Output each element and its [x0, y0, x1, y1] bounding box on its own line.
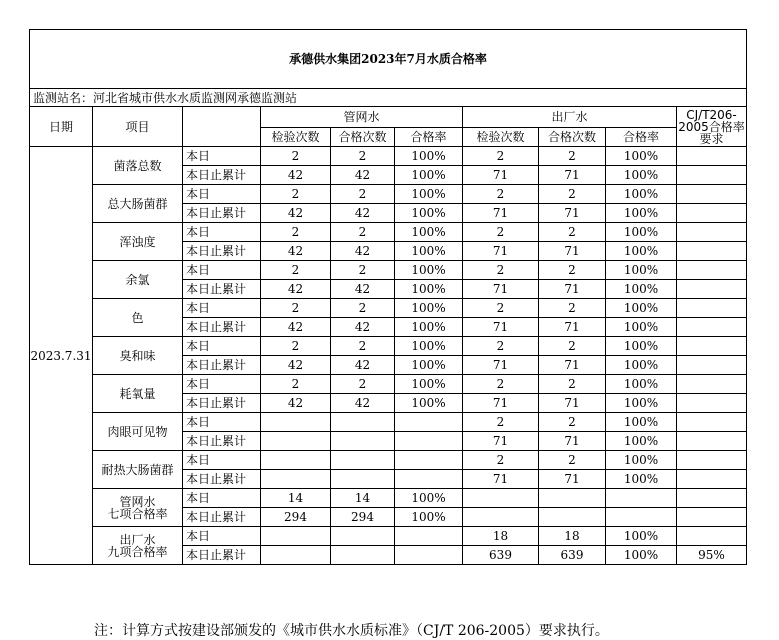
- item-cell: 浑浊度: [93, 223, 183, 261]
- pipe-rate-cell: [395, 432, 463, 451]
- item-cell: 耐热大肠菌群: [93, 451, 183, 489]
- pipe-rate-cell: 100%: [395, 489, 463, 508]
- plant-rate-cell: [606, 508, 677, 527]
- item-cell: 总大肠菌群: [93, 185, 183, 223]
- table-row: [30, 527, 747, 546]
- pipe-passes-cell: [331, 470, 395, 489]
- water-quality-table: [29, 29, 747, 565]
- plant-tests-cell: [463, 489, 539, 508]
- pipe-passes-cell: 2: [331, 375, 395, 394]
- pipe-passes-cell: 42: [331, 318, 395, 337]
- plant-passes-cell: 71: [539, 356, 606, 375]
- table-row: [30, 489, 747, 508]
- plant-rate-cell: 100%: [606, 432, 677, 451]
- item-cell: 色: [93, 299, 183, 337]
- plant-tests-cell: 2: [463, 413, 539, 432]
- table-row: [30, 337, 747, 356]
- standard-cell: [677, 299, 747, 318]
- plant-rate-cell: [606, 489, 677, 508]
- plant-tests-cell: 2: [463, 375, 539, 394]
- pipe-rate-cell: 100%: [395, 508, 463, 527]
- pipe-tests-cell: [261, 470, 331, 489]
- station-name: 监测站名：河北省城市供水水质监测网承德监测站: [30, 89, 747, 107]
- standard-cell: [677, 185, 747, 204]
- plant-rate-cell: 100%: [606, 299, 677, 318]
- plant-rate-cell: 100%: [606, 318, 677, 337]
- plant-tests-cell: 71: [463, 242, 539, 261]
- plant-passes-cell: 2: [539, 413, 606, 432]
- period-cell: 本日: [183, 413, 261, 432]
- table-row: [30, 147, 747, 166]
- plant-tests-cell: 71: [463, 280, 539, 299]
- plant-rate-cell: 100%: [606, 147, 677, 166]
- period-cell: 本日止累计: [183, 546, 261, 565]
- plant-passes-cell: 2: [539, 337, 606, 356]
- plant-rate-cell: 100%: [606, 242, 677, 261]
- plant-passes-cell: [539, 489, 606, 508]
- pipe-passes-cell: [331, 432, 395, 451]
- standard-cell: [677, 204, 747, 223]
- pipe-tests-cell: 42: [261, 318, 331, 337]
- plant-passes-cell: 2: [539, 375, 606, 394]
- plant-rate-header: 合格率: [606, 128, 677, 147]
- plant-passes-cell: 2: [539, 185, 606, 204]
- plant-tests-cell: 71: [463, 394, 539, 413]
- item-cell: 臭和味: [93, 337, 183, 375]
- plant-rate-cell: 100%: [606, 185, 677, 204]
- pipe-rate-header: 合格率: [395, 128, 463, 147]
- plant-tests-cell: 2: [463, 451, 539, 470]
- table-row: [30, 375, 747, 394]
- pipe-rate-cell: 100%: [395, 242, 463, 261]
- pipe-rate-cell: 100%: [395, 299, 463, 318]
- plant-tests-cell: 71: [463, 166, 539, 185]
- pipe-tests-cell: 2: [261, 223, 331, 242]
- item-cell: 菌落总数: [93, 147, 183, 185]
- pipe-tests-cell: [261, 527, 331, 546]
- period-cell: 本日: [183, 223, 261, 242]
- pipe-passes-header: 合格次数: [331, 128, 395, 147]
- pipe-passes-cell: 2: [331, 261, 395, 280]
- pipe-rate-cell: [395, 546, 463, 565]
- pipe-rate-cell: [395, 470, 463, 489]
- pipe-rate-cell: 100%: [395, 166, 463, 185]
- plant-passes-cell: 71: [539, 166, 606, 185]
- plant-passes-header: 合格次数: [539, 128, 606, 147]
- pipe-tests-cell: 2: [261, 261, 331, 280]
- period-cell: 本日止累计: [183, 318, 261, 337]
- plant-tests-cell: 71: [463, 318, 539, 337]
- plant-rate-cell: 100%: [606, 223, 677, 242]
- pipe-tests-cell: [261, 413, 331, 432]
- plant-rate-cell: 100%: [606, 413, 677, 432]
- period-cell: 本日: [183, 489, 261, 508]
- pipe-tests-cell: 2: [261, 147, 331, 166]
- standard-cell: [677, 166, 747, 185]
- plant-tests-cell: 2: [463, 337, 539, 356]
- item-cell: 余氯: [93, 261, 183, 299]
- pipe-passes-cell: 2: [331, 223, 395, 242]
- pipe-passes-cell: 2: [331, 185, 395, 204]
- plant-passes-cell: 71: [539, 432, 606, 451]
- period-header: [183, 107, 261, 147]
- pipe-passes-cell: 42: [331, 204, 395, 223]
- plant-tests-cell: 2: [463, 223, 539, 242]
- standard-cell: [677, 394, 747, 413]
- period-cell: 本日止累计: [183, 508, 261, 527]
- pipe-tests-cell: [261, 546, 331, 565]
- plant-tests-cell: 71: [463, 356, 539, 375]
- pipe-rate-cell: [395, 451, 463, 470]
- pipe-tests-cell: 294: [261, 508, 331, 527]
- plant-rate-cell: 100%: [606, 356, 677, 375]
- standard-cell: [677, 280, 747, 299]
- item-cell: 出厂水 九项合格率: [93, 527, 183, 565]
- plant-tests-cell: 71: [463, 204, 539, 223]
- table-row: [30, 451, 747, 470]
- pipe-tests-cell: 42: [261, 280, 331, 299]
- standard-cell: [677, 318, 747, 337]
- plant-rate-cell: 100%: [606, 527, 677, 546]
- pipe-passes-cell: [331, 413, 395, 432]
- standard-cell: [677, 508, 747, 527]
- table-row: [30, 185, 747, 204]
- standard-cell: [677, 527, 747, 546]
- plant-passes-cell: 71: [539, 204, 606, 223]
- plant-passes-cell: 2: [539, 223, 606, 242]
- plant-passes-cell: 71: [539, 280, 606, 299]
- plant-rate-cell: 100%: [606, 166, 677, 185]
- standard-cell: [677, 413, 747, 432]
- plant-tests-cell: 18: [463, 527, 539, 546]
- plant-passes-cell: 71: [539, 394, 606, 413]
- pipe-passes-cell: 294: [331, 508, 395, 527]
- table-row: [30, 299, 747, 318]
- standard-cell: [677, 242, 747, 261]
- period-cell: 本日: [183, 185, 261, 204]
- pipe-tests-cell: 2: [261, 299, 331, 318]
- period-cell: 本日止累计: [183, 204, 261, 223]
- standard-cell: [677, 489, 747, 508]
- pipe-passes-cell: 14: [331, 489, 395, 508]
- plant-passes-cell: 71: [539, 242, 606, 261]
- pipe-passes-cell: [331, 546, 395, 565]
- plant-passes-cell: 2: [539, 147, 606, 166]
- plant-rate-cell: 100%: [606, 451, 677, 470]
- date-cell: 2023.7.31: [30, 147, 93, 565]
- plant-rate-cell: 100%: [606, 280, 677, 299]
- period-cell: 本日: [183, 527, 261, 546]
- period-cell: 本日: [183, 147, 261, 166]
- pipe-passes-cell: 2: [331, 299, 395, 318]
- plant-rate-cell: 100%: [606, 546, 677, 565]
- pipe-tests-cell: 2: [261, 185, 331, 204]
- plant-passes-cell: 639: [539, 546, 606, 565]
- item-cell: 管网水 七项合格率: [93, 489, 183, 527]
- period-cell: 本日: [183, 261, 261, 280]
- plant-tests-cell: 2: [463, 299, 539, 318]
- plant-water-header: 出厂水: [463, 107, 677, 128]
- pipe-tests-cell: 42: [261, 394, 331, 413]
- plant-rate-cell: 100%: [606, 337, 677, 356]
- period-cell: 本日止累计: [183, 432, 261, 451]
- plant-tests-cell: 71: [463, 432, 539, 451]
- pipe-rate-cell: 100%: [395, 318, 463, 337]
- plant-tests-cell: 2: [463, 185, 539, 204]
- table-row: [30, 223, 747, 242]
- period-cell: 本日: [183, 299, 261, 318]
- plant-rate-cell: 100%: [606, 394, 677, 413]
- plant-tests-cell: 639: [463, 546, 539, 565]
- pipe-passes-cell: 42: [331, 394, 395, 413]
- page-title: 承德供水集团2023年7月水质合格率: [30, 30, 747, 89]
- period-cell: 本日止累计: [183, 470, 261, 489]
- plant-passes-cell: 71: [539, 318, 606, 337]
- pipe-rate-cell: [395, 527, 463, 546]
- period-cell: 本日: [183, 451, 261, 470]
- pipe-tests-cell: 42: [261, 204, 331, 223]
- pipe-rate-cell: 100%: [395, 375, 463, 394]
- pipe-passes-cell: [331, 451, 395, 470]
- pipe-tests-cell: 42: [261, 242, 331, 261]
- pipe-tests-cell: 42: [261, 166, 331, 185]
- plant-rate-cell: 100%: [606, 470, 677, 489]
- plant-tests-header: 检验次数: [463, 128, 539, 147]
- item-cell: 肉眼可见物: [93, 413, 183, 451]
- standard-cell: [677, 432, 747, 451]
- standard-cell: [677, 375, 747, 394]
- pipe-tests-cell: 14: [261, 489, 331, 508]
- plant-passes-cell: 71: [539, 470, 606, 489]
- pipe-passes-cell: 42: [331, 242, 395, 261]
- pipe-rate-cell: 100%: [395, 337, 463, 356]
- standard-cell: [677, 451, 747, 470]
- pipe-rate-cell: 100%: [395, 185, 463, 204]
- pipe-rate-cell: 100%: [395, 223, 463, 242]
- pipe-tests-cell: 2: [261, 337, 331, 356]
- plant-tests-cell: 2: [463, 261, 539, 280]
- item-cell: 耗氧量: [93, 375, 183, 413]
- standard-cell: [677, 261, 747, 280]
- standard-requirement-header: CJ/T206-2005合格率要求: [678, 107, 745, 146]
- plant-rate-cell: 100%: [606, 204, 677, 223]
- plant-passes-cell: 2: [539, 451, 606, 470]
- period-cell: 本日止累计: [183, 166, 261, 185]
- pipe-tests-cell: 2: [261, 375, 331, 394]
- pipe-passes-cell: 2: [331, 147, 395, 166]
- standard-cell: [677, 337, 747, 356]
- standard-cell: [677, 356, 747, 375]
- plant-tests-cell: [463, 508, 539, 527]
- date-header: 日期: [30, 107, 93, 147]
- period-cell: 本日止累计: [183, 356, 261, 375]
- standard-cell: [677, 223, 747, 242]
- pipe-passes-cell: 42: [331, 356, 395, 375]
- pipe-rate-cell: [395, 413, 463, 432]
- pipe-passes-cell: 42: [331, 280, 395, 299]
- plant-passes-cell: 2: [539, 261, 606, 280]
- pipe-tests-header: 检验次数: [261, 128, 331, 147]
- pipe-rate-cell: 100%: [395, 204, 463, 223]
- pipe-tests-cell: [261, 451, 331, 470]
- period-cell: 本日: [183, 375, 261, 394]
- pipe-rate-cell: 100%: [395, 394, 463, 413]
- plant-tests-cell: 2: [463, 147, 539, 166]
- pipe-rate-cell: 100%: [395, 261, 463, 280]
- plant-tests-cell: 71: [463, 470, 539, 489]
- footnote: 注：计算方式按建设部颁发的《城市供水水质标准》（CJ/T 206-2005）要求执行。: [94, 623, 609, 639]
- pipe-passes-cell: [331, 527, 395, 546]
- standard-cell: 95%: [677, 546, 747, 565]
- table-row: [30, 413, 747, 432]
- period-cell: 本日: [183, 337, 261, 356]
- item-header: 项目: [93, 107, 183, 147]
- pipe-passes-cell: 42: [331, 166, 395, 185]
- table-row: [30, 261, 747, 280]
- pipe-tests-cell: 42: [261, 356, 331, 375]
- plant-passes-cell: 18: [539, 527, 606, 546]
- plant-passes-cell: 2: [539, 299, 606, 318]
- period-cell: 本日止累计: [183, 280, 261, 299]
- pipe-rate-cell: 100%: [395, 280, 463, 299]
- pipe-rate-cell: 100%: [395, 356, 463, 375]
- pipe-passes-cell: 2: [331, 337, 395, 356]
- plant-passes-cell: [539, 508, 606, 527]
- standard-cell: [677, 147, 747, 166]
- pipe-tests-cell: [261, 432, 331, 451]
- period-cell: 本日止累计: [183, 394, 261, 413]
- standard-cell: [677, 470, 747, 489]
- plant-rate-cell: 100%: [606, 261, 677, 280]
- pipe-rate-cell: 100%: [395, 147, 463, 166]
- period-cell: 本日止累计: [183, 242, 261, 261]
- pipe-water-header: 管网水: [261, 107, 463, 128]
- plant-rate-cell: 100%: [606, 375, 677, 394]
